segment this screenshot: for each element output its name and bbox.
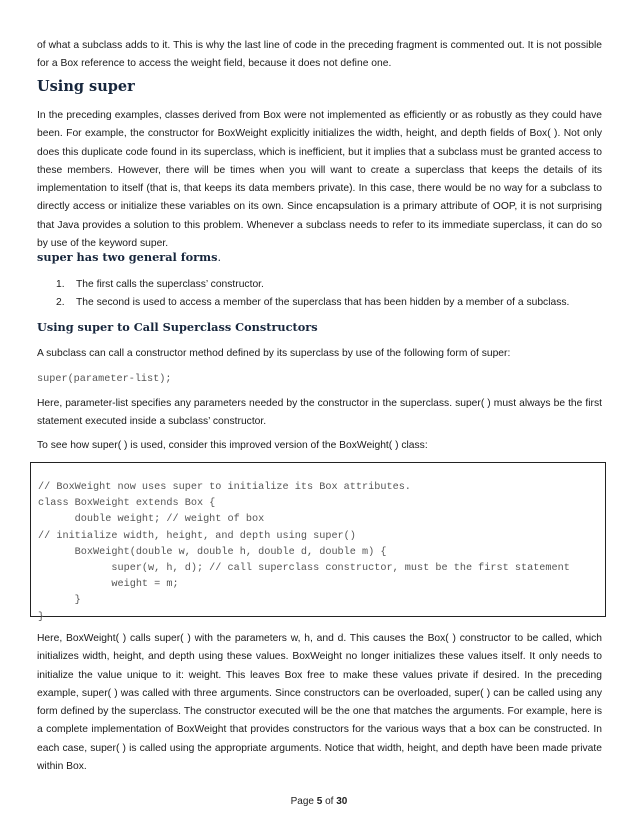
- forms-heading: [37, 250, 221, 264]
- list-number: 2.: [56, 297, 65, 308]
- code-line: double weight; // weight of box: [38, 514, 265, 526]
- improved-version-paragraph: To see how super( ) is used, consider this improved version of the BoxWeight( ) class:: [37, 440, 428, 451]
- code-line: // BoxWeight now uses super to initialize its Box attributes.: [38, 482, 411, 493]
- list-text: The first calls the superclass’ constructor.: [76, 279, 264, 290]
- footer-prefix: Page: [290, 796, 317, 807]
- section-title: Using super: [37, 78, 135, 95]
- constructors-heading: Using super to Call Superclass Constructors: [37, 320, 318, 334]
- code-line: }: [38, 595, 81, 607]
- parameter-list-paragraph: Here, parameter-list specifies any parameters needed by the constructor in the superclass. super( ) must always be the first statement executed inside a subclass’ constructor.: [37, 398, 602, 428]
- code-line: // initialize width, height, and depth using super(): [38, 530, 356, 542]
- list-item: [56, 278, 264, 292]
- code-listing-box: [30, 462, 606, 623]
- code-line: }: [38, 611, 45, 623]
- total-pages: 30: [336, 796, 348, 807]
- code-line: BoxWeight(double w, double h, double d, double m) {: [38, 546, 387, 558]
- forms-heading-text: super has two general forms: [37, 250, 218, 264]
- footer-of: of: [322, 796, 337, 807]
- code-line: super(w, h, d); // call superclass constructor, must be the first statement: [38, 563, 570, 575]
- code-line: class BoxWeight extends Box {: [38, 498, 216, 510]
- code-listing: [38, 480, 570, 626]
- list-item: [56, 296, 569, 310]
- page-footer: [0, 796, 638, 807]
- super-form-code: super(parameter-list);: [37, 374, 172, 385]
- intro-paragraph: of what a subclass adds to it. This is why the last line of code in the preceding fragment is commented out. It is not possible for a Box reference to access the weight field, because it does not define one.: [37, 40, 602, 70]
- constructor-form-paragraph: A subclass can call a constructor method defined by its superclass by use of the following form of super:: [37, 348, 511, 359]
- list-text: The second is used to access a member of the superclass that has been hidden by a member of a subclass.: [76, 297, 570, 308]
- code-line: weight = m;: [38, 579, 179, 591]
- current-page-number: 5: [316, 796, 323, 807]
- list-number: 1.: [56, 279, 65, 290]
- super-intro-paragraph: In the preceding examples, classes derived from Box were not implemented as efficiently or as robustly as they could have been. For example, the constructor for BoxWeight explicitly initializes the width, height, and depth fields of Box( ). Not only does this duplicate code found in its superclass, which is inefficient, but it implies that a subclass must be granted access to these members. However, there will be times when you will want to create a superclass that keeps the details of its implementation to itself (that is, that keeps its data members private). In this case, there would be no way for a subclass to directly access or initialize these variables on its own. Since encapsulation is a primary attribute of OOP, it is not surprising that Java provides a solution to this problem. Whenever a subclass needs to refer to its immediate superclass, it can do so by use of the keyword super.: [37, 110, 602, 250]
- forms-heading-period: .: [217, 251, 222, 264]
- explanation-paragraph: Here, BoxWeight( ) calls super( ) with the parameters w, h, and d. This causes the Box( ) constructor to be called, which initializes width, height, and depth using these values. BoxWeight no longer initializes these values itself. It only needs to initialize the value unique to it: weight. This leaves Box free to make these values private if desired. In the preceding example, super( ) was called with three arguments. Since constructors can be overloaded, super( ) can be called using any form defined by the superclass. The constructor executed will be the one that matches the arguments. For example, here is a complete implementation of BoxWeight that provides constructors for the various ways that a box can be constructed. In each case, super( ) is called using the appropriate arguments. Notice that width, height, and depth have been made private within Box.: [37, 633, 602, 773]
